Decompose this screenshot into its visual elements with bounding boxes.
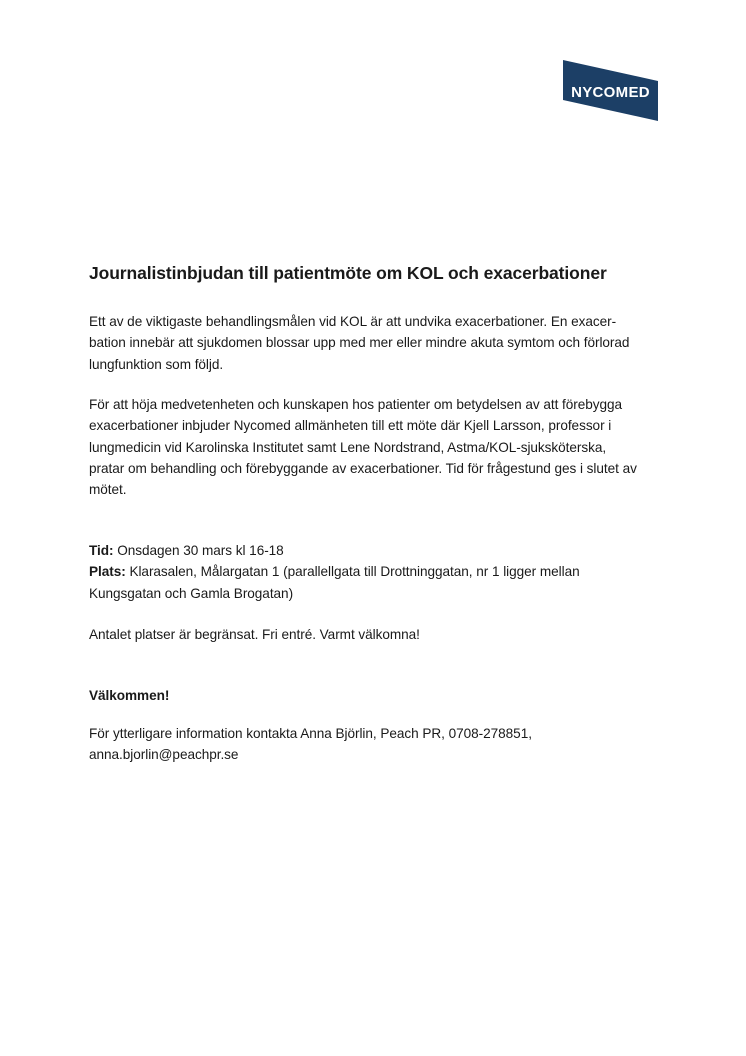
limited-seats-text: Antalet platser är begränsat. Fri entré. Varmt välkomna! xyxy=(89,627,420,642)
body-line: lungmedicin vid Karolinska Institutet samt Lene Nordstrand, Astma/KOL-sjuksköterska, xyxy=(89,439,607,455)
time-label: Tid: xyxy=(89,543,114,558)
contact-paragraph xyxy=(89,723,532,766)
body-paragraph xyxy=(89,394,637,500)
document-title: Journalistinbjudan till patientmöte om KOL och exacerbationer xyxy=(89,263,607,283)
contact-email: anna.bjorlin@peachpr.se xyxy=(89,747,239,763)
time-value: Onsdagen 30 mars kl 16-18 xyxy=(113,543,284,558)
welcome-label: Välkommen! xyxy=(89,688,170,703)
body-line: För att höja medvetenheten och kunskapen hos patienter om betydelsen av att förebygga xyxy=(89,397,623,412)
body-line: mötet. xyxy=(89,482,127,498)
intro-line: bation innebär att sjukdomen blossar upp med mer eller mindre akuta symtom och förlorad xyxy=(89,335,630,351)
place-row xyxy=(89,561,580,582)
intro-line: lungfunktion som följd. xyxy=(89,356,224,372)
intro-line: Ett av de viktigaste behandlingsmålen vid KOL är att undvika exacerbationer. En exacer- xyxy=(89,314,617,329)
place-label: Plats: xyxy=(89,564,126,580)
place-value: Klarasalen, Målargatan 1 (parallellgata till Drottninggatan, nr 1 ligger mellan xyxy=(125,564,580,580)
body-line: pratar om behandling och förebyggande av exacerbationer. Tid för frågestund ges i slutet av xyxy=(89,460,637,476)
contact-line: För ytterligare information kontakta Anna Björlin, Peach PR, 0708-278851, xyxy=(89,726,532,741)
nycomed-logo xyxy=(563,60,658,121)
intro-paragraph xyxy=(89,311,629,375)
body-line: exacerbationer inbjuder Nycomed allmänheten till ett möte där Kjell Larsson, professor i xyxy=(89,418,612,434)
time-row xyxy=(89,540,580,561)
event-details xyxy=(89,540,580,604)
place-row-continued: Kungsgatan och Gamla Brogatan) xyxy=(89,585,294,601)
svg-text:NYCOMED: NYCOMED xyxy=(571,84,650,101)
welcome-text xyxy=(89,685,169,706)
